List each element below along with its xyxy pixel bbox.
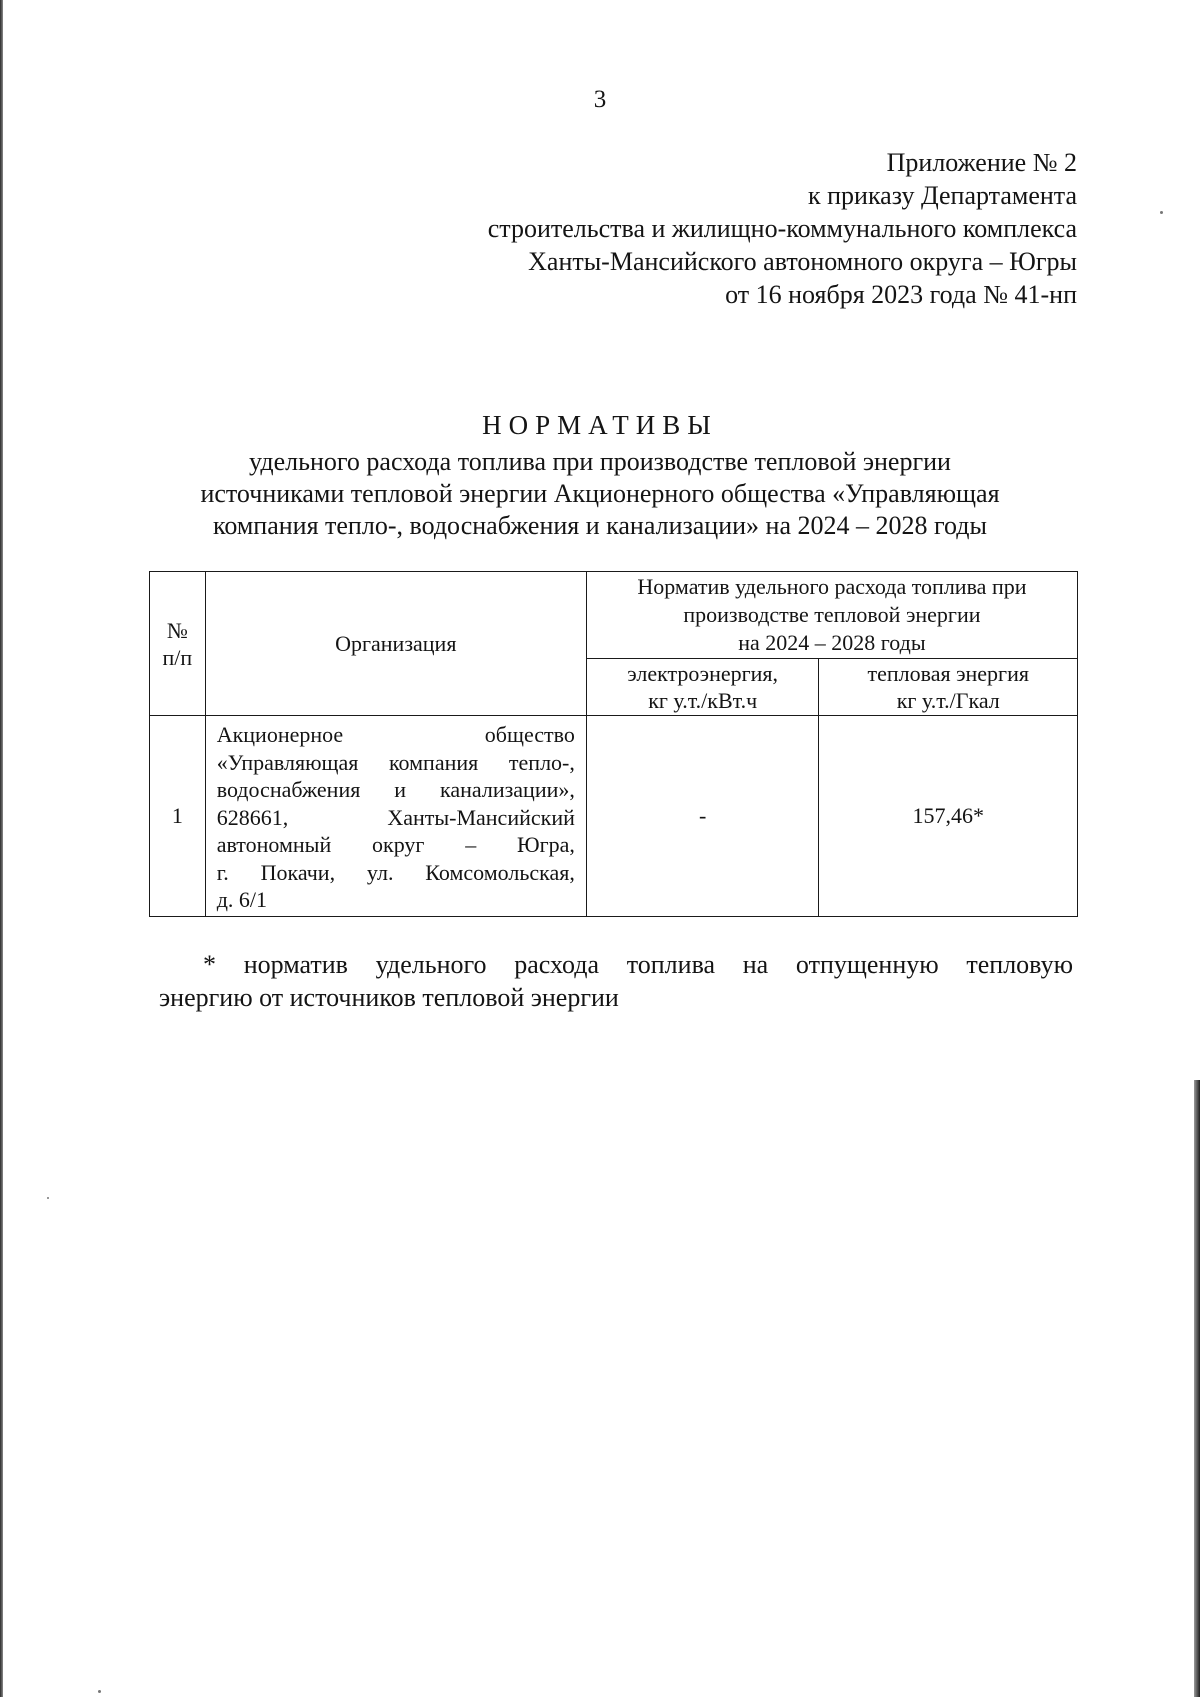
footnote-line: * норматив удельного расхода топлива на отпущенную тепловую xyxy=(203,950,1073,979)
table-row xyxy=(150,716,1078,917)
header-organization: Организация xyxy=(205,572,586,716)
footnote-line: энергию от источников тепловой энергии xyxy=(159,983,619,1012)
appendix-line: к приказу Департамента xyxy=(807,181,1077,210)
scan-speck xyxy=(1160,211,1163,214)
row-organization xyxy=(205,716,586,917)
scan-edge-right xyxy=(1194,1080,1200,1697)
header-group-line: на 2024 – 2028 годы xyxy=(738,630,926,655)
row-heat-value: 157,46* xyxy=(819,716,1078,917)
header-electricity-unit: кг у.т./кВт.ч xyxy=(648,688,758,713)
header-number-sign: № xyxy=(166,617,188,643)
organization-line: г. Покачи, ул. Комсомольская, xyxy=(216,859,575,885)
footnote xyxy=(159,948,1073,1014)
appendix-header xyxy=(488,146,1077,311)
norms-table xyxy=(149,571,1078,917)
subtitle-line: компания тепло-, водоснабжения и канализации» на 2024 – 2028 годы xyxy=(213,511,987,540)
scan-edge-left xyxy=(0,0,3,1697)
header-group-line: производстве тепловой энергии xyxy=(683,602,981,627)
document-subtitle xyxy=(0,446,1200,542)
header-heat xyxy=(819,659,1078,716)
organization-line: автономный округ – Югра, xyxy=(216,832,575,857)
header-heat-label: тепловая энергия xyxy=(867,661,1029,686)
document-title: НОРМАТИВЫ xyxy=(482,410,718,440)
header-heat-unit: кг у.т./Гкал xyxy=(896,688,1000,713)
appendix-line: строительства и жилищно-коммунального комплекса xyxy=(487,214,1077,243)
organization-line: водоснабжения и канализации», xyxy=(216,777,575,802)
header-number-abbr: п/п xyxy=(162,644,193,670)
appendix-line: от 16 ноября 2023 года № 41-нп xyxy=(725,280,1077,309)
header-norm-group xyxy=(586,572,1077,659)
page-number: 3 xyxy=(593,86,607,113)
header-number xyxy=(150,572,206,716)
row-electricity-value: - xyxy=(586,716,819,917)
scan-speck xyxy=(47,1197,49,1199)
table-header-row xyxy=(150,572,1078,659)
header-electricity xyxy=(586,659,819,716)
scan-speck xyxy=(98,1690,101,1693)
organization-line: д. 6/1 xyxy=(216,887,268,912)
organization-line: 628661, Ханты-Мансийский xyxy=(216,804,575,830)
header-group-line: Норматив удельного расхода топлива при xyxy=(637,574,1027,599)
row-number: 1 xyxy=(150,716,206,917)
subtitle-line: удельного расхода топлива при производстве тепловой энергии xyxy=(249,447,951,476)
header-electricity-label: электроэнергия, xyxy=(627,661,779,686)
appendix-line: Ханты-Мансийского автономного округа – Югры xyxy=(528,247,1077,276)
organization-line: «Управляющая компания тепло-, xyxy=(216,749,575,775)
organization-line: Акционерное общество xyxy=(216,722,575,747)
subtitle-line: источниками тепловой энергии Акционерного общества «Управляющая xyxy=(200,479,1000,508)
appendix-line: Приложение № 2 xyxy=(886,148,1077,177)
